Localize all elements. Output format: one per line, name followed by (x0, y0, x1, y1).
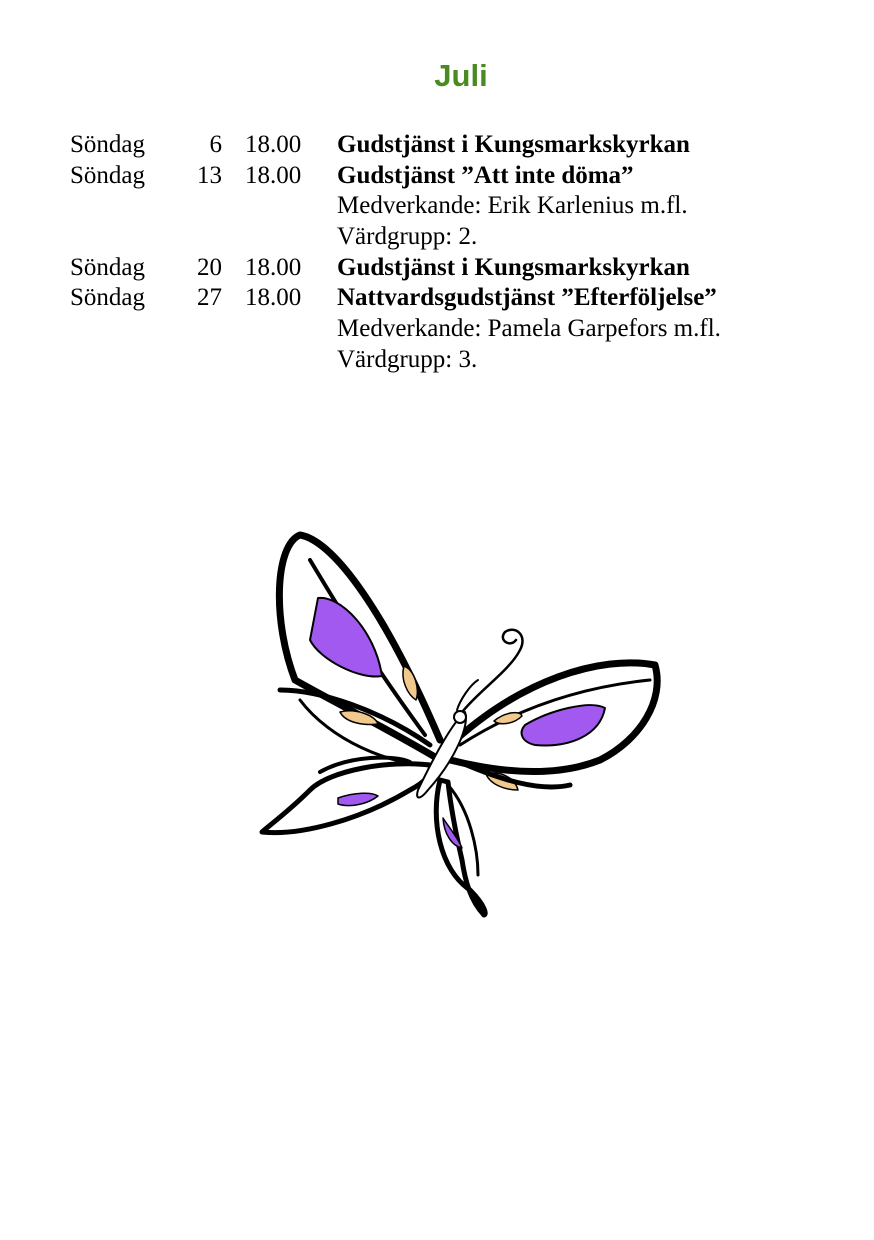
day-label: Söndag (70, 131, 145, 158)
service-title: Gudstjänst i Kungsmarkskyrkan (337, 131, 690, 158)
time-label: 18.00 (245, 253, 302, 281)
service-schedule (70, 130, 830, 376)
service-title: Gudstjänst i Kungsmarkskyrkan (337, 253, 690, 281)
date-label: 6 (209, 131, 222, 158)
time-label: 18.00 (245, 161, 302, 189)
butterfly-icon (255, 525, 675, 925)
schedule-detail-row (70, 345, 830, 376)
date-label: 27 (197, 284, 222, 312)
schedule-detail-row (70, 222, 830, 253)
schedule-row (70, 253, 830, 284)
butterfly-illustration (255, 525, 675, 925)
day-label: Söndag (70, 253, 145, 281)
schedule-detail-row (70, 191, 830, 222)
service-detail: Värdgrupp: 3. (337, 345, 478, 373)
schedule-detail-row (70, 314, 830, 345)
service-detail: Värdgrupp: 2. (337, 223, 478, 251)
day-label: Söndag (70, 284, 145, 312)
page-title: Juli (434, 58, 488, 93)
service-detail: Medverkande: Erik Karlenius m.fl. (337, 192, 688, 220)
service-title: Nattvardsgudstjänst ”Efterföljelse” (337, 284, 717, 312)
time-label: 18.00 (245, 131, 302, 158)
schedule-row (70, 130, 830, 161)
schedule-row (70, 283, 830, 314)
service-title: Gudstjänst ”Att inte döma” (337, 161, 634, 189)
day-label: Söndag (70, 161, 145, 189)
date-label: 13 (197, 161, 222, 189)
schedule-row (70, 161, 830, 192)
service-detail: Medverkande: Pamela Garpefors m.fl. (337, 315, 721, 343)
time-label: 18.00 (245, 284, 302, 312)
date-label: 20 (197, 253, 222, 281)
